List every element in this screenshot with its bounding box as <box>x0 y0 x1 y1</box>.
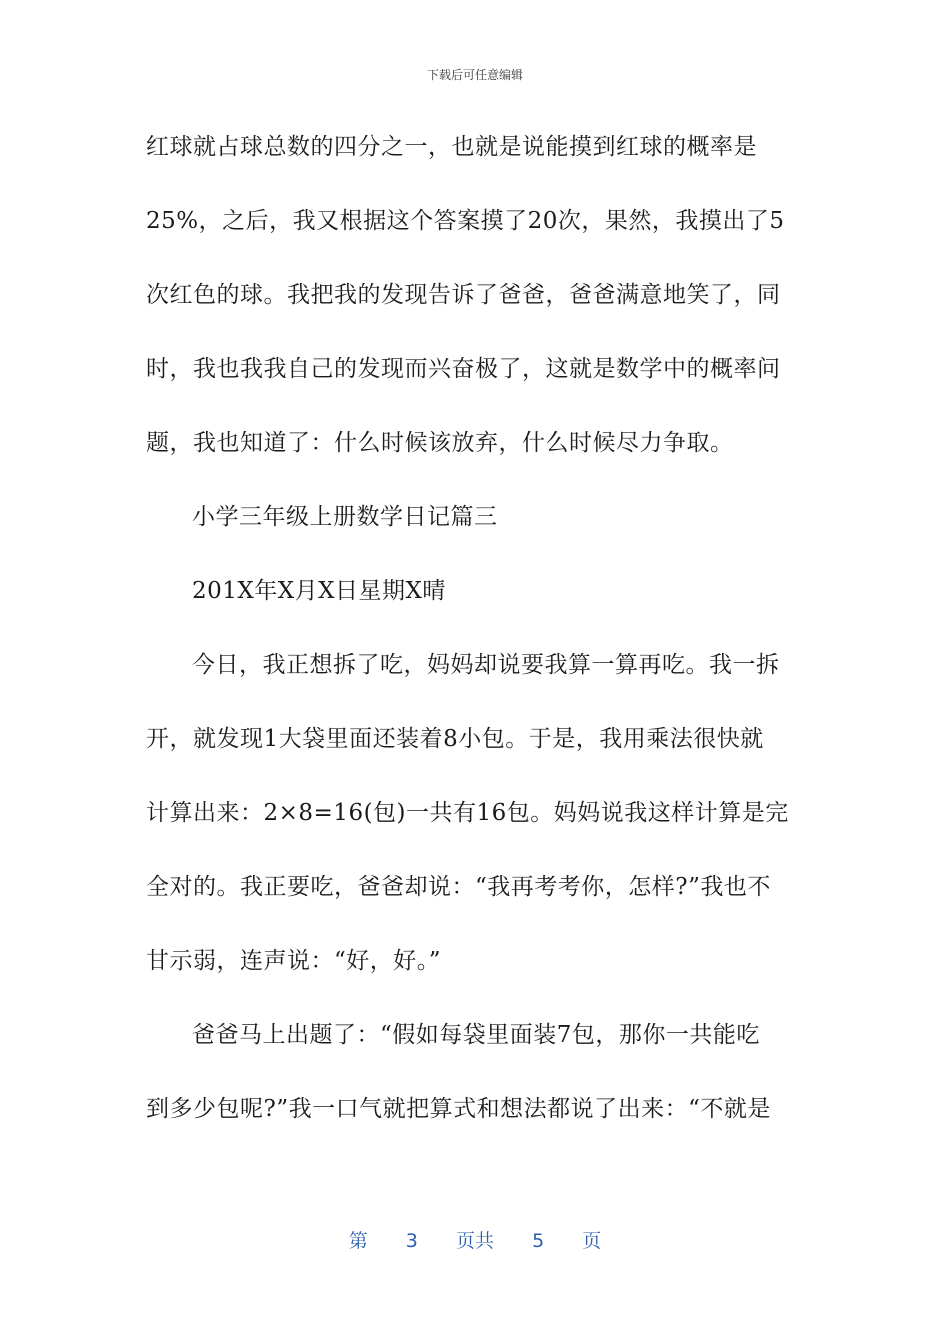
section-heading: 小学三年级上册数学日记篇三 <box>192 504 498 530</box>
text-line: 次红色的球。我把我的发现告诉了爸爸，爸爸满意地笑了，同 <box>146 282 781 308</box>
footer-total-pages: 5 <box>532 1230 545 1252</box>
footer-prefix: 第 <box>348 1230 368 1252</box>
text-line: 计算出来：2×8=16(包)一共有16包。妈妈说我这样计算是完 <box>146 800 789 826</box>
text-line: 甘示弱，连声说：“好，好。” <box>146 948 442 974</box>
text-line: 题，我也知道了：什么时候该放弃，什么时候尽力争取。 <box>146 430 734 456</box>
footer-suffix: 页 <box>582 1230 602 1252</box>
document-body <box>146 122 806 1158</box>
text-line: 开，就发现1大袋里面还装着8小包。于是，我用乘法很快就 <box>146 726 764 752</box>
text-line: 时，我也我我自己的发现而兴奋极了，这就是数学中的概率问 <box>146 356 781 382</box>
text-line: 红球就占球总数的四分之一，也就是说能摸到红球的概率是 <box>146 134 757 160</box>
footer-current-page: 3 <box>405 1230 418 1252</box>
text-line: 到多少包呢?”我一口气就把算式和想法都说了出来：“不就是 <box>146 1096 771 1122</box>
text-line: 25%，之后，我又根据这个答案摸了20次，果然，我摸出了5 <box>146 208 785 234</box>
page-header-note: 下载后可任意编辑 <box>426 68 523 82</box>
text-line: 全对的。我正要吃，爸爸却说：“我再考考你，怎样?”我也不 <box>146 874 771 900</box>
text-line: 今日，我正想拆了吃，妈妈却说要我算一算再吃。我一拆 <box>192 652 780 678</box>
text-line: 爸爸马上出题了：“假如每袋里面装7包，那你一共能吃 <box>192 1022 760 1048</box>
footer-middle: 页共 <box>455 1230 494 1252</box>
page-footer <box>0 1226 950 1253</box>
diary-date-line: 201X年X月X日星期X晴 <box>192 578 446 604</box>
